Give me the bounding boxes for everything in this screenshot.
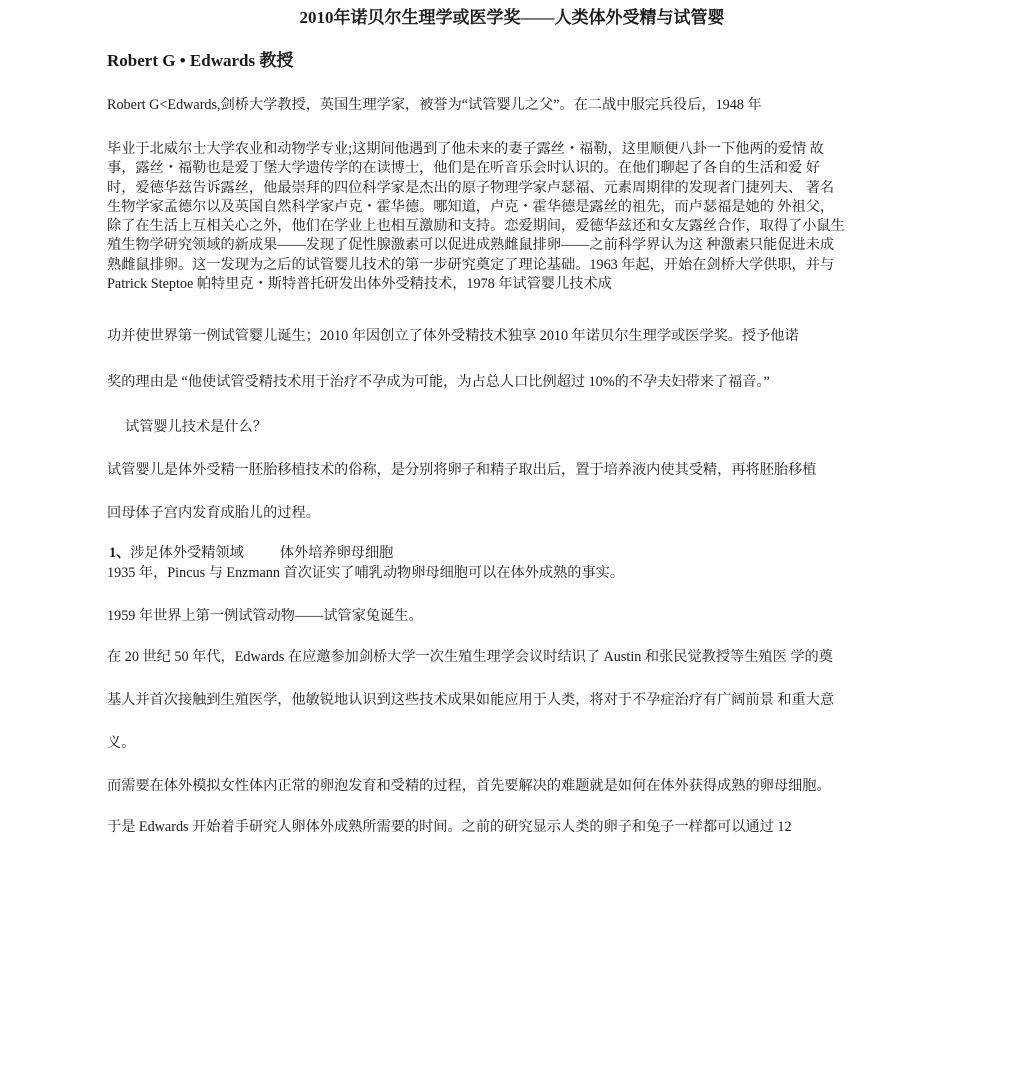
section-title: 涉足体外受精领域 bbox=[130, 545, 244, 561]
paragraph-1935: 1935 年，Pincus 与 Enzmann 首次证实了哺乳动物卵母细胞可以在体外成熟的事实。 bbox=[107, 565, 625, 581]
biography-line: Patrick Steptoe 帕特里克・斯特普托研发出体外受精技术，1978 年试管婴儿技术成 bbox=[107, 276, 612, 293]
biography-line: 生物学家孟德尔以及英国自然科学家卢克・霍华德。哪知道，卢克・霍华德是露丝的祖先，而卢瑟福是她的 外祖父， bbox=[107, 198, 835, 215]
biography-line: 除了在生活上互相关心之外，他们在学业上也相互激励和支持。恋爱期间，爱德华兹还和女友露丝合作，取得了小鼠生 bbox=[107, 218, 845, 235]
paragraph-1950s-cont: 基人并首次接触到生殖医学，他敏锐地认识到这些技术成果如能应用于人类，将对于不孕症治疗有广阔前景 和重大意 bbox=[107, 692, 835, 708]
paragraph-nobel: 功并使世界第一例试管婴儿诞生；2010 年因创立了体外受精技术独享 2010 年诺贝尔生理学或医学奖。授予他诺 bbox=[107, 328, 799, 344]
paragraph-biography bbox=[107, 140, 919, 294]
biography-line: 事，露丝・福勒也是爱丁堡大学遗传学的在读博士，他们是在听音乐会时认识的。在他们聊起了各自的生活和爱 好 bbox=[107, 160, 820, 177]
biography-line: 殖生物学研究领域的新成果——发现了促性腺激素可以促进成熟雌鼠排卵——之前科学界认为这 种激素只能促进未成 bbox=[107, 237, 835, 254]
paragraph-1950s-end: 义。 bbox=[107, 735, 136, 751]
biography-line: 熟雌鼠排卵。这一发现为之后的试管婴儿技术的第一步研究奠定了理论基础。1963 年起，开始在剑桥大学供职，并与 bbox=[107, 256, 835, 273]
biography-line: 时，爱德华兹告诉露丝，他最崇拜的四位科学家是杰出的原子物理学家卢瑟福、元素周期律的发现者门捷列夫、 著名 bbox=[107, 179, 835, 196]
document-title: 2010年诺贝尔生理学或医学奖——人类体外受精与试管婴 bbox=[299, 8, 725, 27]
paragraph-intro: Robert G<Edwards,剑桥大学教授，英国生理学家，被誉为“试管婴儿之父”。在二战中服完兵役后，1948 年 bbox=[107, 97, 762, 113]
author-heading: Robert G • Edwards 教授 bbox=[107, 51, 294, 70]
paragraph-1950s: 在 20 世纪 50 年代，Edwards 在应邀参加剑桥大学一次生殖生理学会议时结识了 Austin 和张民觉教授等生殖医 学的奠 bbox=[107, 649, 833, 665]
biography-line: 毕业于北威尔士大学农业和动物学专业;这期间他遇到了他未来的妻子露丝・福勒，这里顺便八卦一下他两的爱情 故 bbox=[107, 141, 824, 157]
paragraph-challenge: 而需要在体外模拟女性体内正常的卵泡发育和受精的过程，首先要解决的难题就是如何在体外获得成熟的卵母细胞。 bbox=[107, 778, 831, 794]
paragraph-research: 于是 Edwards 开始着手研究人卵体外成熟所需要的时间。之前的研究显示人类的卵子和兔子一样都可以通过 12 bbox=[107, 819, 792, 835]
section-heading bbox=[109, 544, 393, 563]
paragraph-definition: 试管婴儿是体外受精一胚胎移植技术的俗称，是分别将卵子和精子取出后，置于培养液内使其受精，再将胚胎移植 bbox=[107, 462, 817, 478]
paragraph-1959: 1959 年世界上第一例试管动物——试管家兔诞生。 bbox=[107, 608, 423, 624]
paragraph-definition-cont: 回母体子宫内发育成胎儿的过程。 bbox=[107, 505, 320, 521]
section-subtitle: 体外培养卵母细胞 bbox=[279, 545, 394, 561]
section-number: 1、 bbox=[109, 545, 131, 561]
paragraph-nobel-reason: 奖的理由是 “他使试管受精技术用于治疗不孕成为可能，为占总人口比例超过 10%的不孕夫妇带来了福音。” bbox=[107, 374, 770, 390]
question-heading: 试管婴儿技术是什么？ bbox=[125, 419, 267, 435]
